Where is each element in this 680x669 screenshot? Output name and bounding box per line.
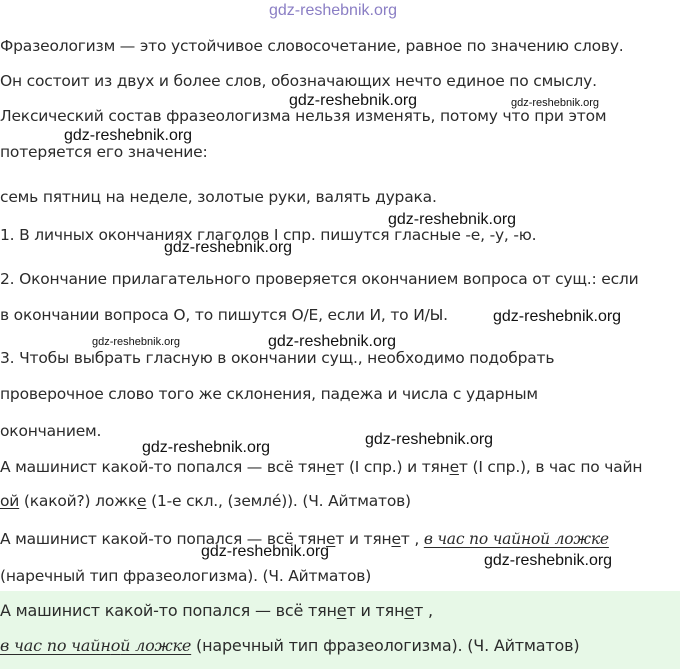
analysis-text: т и тян	[335, 530, 392, 548]
watermark: gdz-reshebnik.org	[268, 333, 397, 350]
analysis-text: т ,	[400, 530, 420, 548]
ending-highlight: е	[326, 458, 336, 476]
watermark: gdz-reshebnik.org	[142, 439, 271, 456]
rule-3-line-3: окончанием.	[0, 422, 102, 440]
answer-text: т и тян	[346, 601, 405, 620]
rule-2-line-2: в окончании вопроса О, то пишутся О/Е, если И, то И/Ы.	[0, 306, 448, 324]
ending-highlight: е	[391, 530, 401, 548]
watermark: gdz-reshebnik.org	[201, 543, 330, 560]
answer-text: (наречный тип фразеологизма). (Ч. Айтматов)	[191, 636, 580, 655]
answer-line-2	[0, 636, 579, 655]
watermark: gdz-reshebnik.org	[92, 336, 181, 348]
definition-line-4: потеряется его значение:	[0, 143, 208, 161]
ending-highlight: е	[404, 601, 415, 620]
answer-line-1	[0, 601, 433, 620]
ending-highlight: о	[110, 636, 121, 655]
examples-line: семь пятниц на неделе, золотые руки, валять дурака.	[0, 188, 437, 206]
rule-3-line-2: проверочное слово того же склонения, падежа и числа с ударным	[0, 385, 538, 403]
analysis-line-1	[0, 458, 642, 476]
watermark-top: gdz-reshebnik.org	[269, 2, 398, 19]
watermark: gdz-reshebnik.org	[484, 552, 613, 569]
definition-line-1: Фразеологизм — это устойчивое словосочетание, равное по значению слову.	[0, 37, 624, 55]
analysis-text: А машинист какой-то попался — всё тян	[0, 530, 327, 548]
analysis-text: т (I спр.), в час по чайн	[458, 458, 643, 476]
ending-highlight: е	[449, 458, 459, 476]
watermark: gdz-reshebnik.org	[365, 431, 494, 448]
watermark: gdz-reshebnik.org	[493, 308, 622, 325]
answer-text: т ,	[414, 601, 433, 620]
analysis-line-4: (наречный тип фразеологизма). (Ч. Айтматов)	[0, 567, 372, 585]
rule-1: 1. В личных окончаниях глаголов I спр. пишутся гласные -е, -у, -ю.	[0, 226, 537, 244]
analysis-text: (какой?) ложк	[19, 492, 138, 510]
watermark: gdz-reshebnik.org	[164, 239, 293, 256]
answer-phrase-part: й ложке	[120, 636, 192, 655]
definition-line-2: Он состоит из двух и более слов, обозначающих нечто единое по смыслу.	[0, 72, 597, 90]
answer-text: А машинист какой-то попался — всё тян	[0, 601, 337, 620]
ending-highlight: е	[336, 601, 347, 620]
answer-phrase-part: в час по чайн	[0, 636, 111, 655]
rule-3-line-1: 3. Чтобы выбрать гласную в окончании сущ., необходимо подобрать	[0, 349, 555, 367]
ending-highlight: е	[137, 492, 147, 510]
ending-highlight: е	[326, 530, 336, 548]
analysis-text: (1-е скл., (земле́)). (Ч. Айтматов)	[146, 492, 411, 510]
watermark: gdz-reshebnik.org	[388, 211, 517, 228]
analysis-text: т (I спр.) и тян	[335, 458, 450, 476]
answer-phrase	[0, 636, 191, 655]
definition-line-3: Лексический состав фразеологизма нельзя изменять, потому что при этом	[0, 107, 607, 125]
ending-highlight: ой	[0, 492, 20, 510]
analysis-text: А машинист какой-то попался — всё тян	[0, 458, 327, 476]
rule-2-line-1: 2. Окончание прилагательного проверяется окончанием вопроса от сущ.: если	[0, 270, 639, 288]
watermark: gdz-reshebnik.org	[64, 127, 193, 144]
phraseologism-phrase: в час по чайной ложке	[423, 530, 609, 548]
analysis-line-2	[0, 492, 411, 510]
watermark: gdz-reshebnik.org	[511, 97, 600, 109]
watermark: gdz-reshebnik.org	[289, 92, 418, 109]
